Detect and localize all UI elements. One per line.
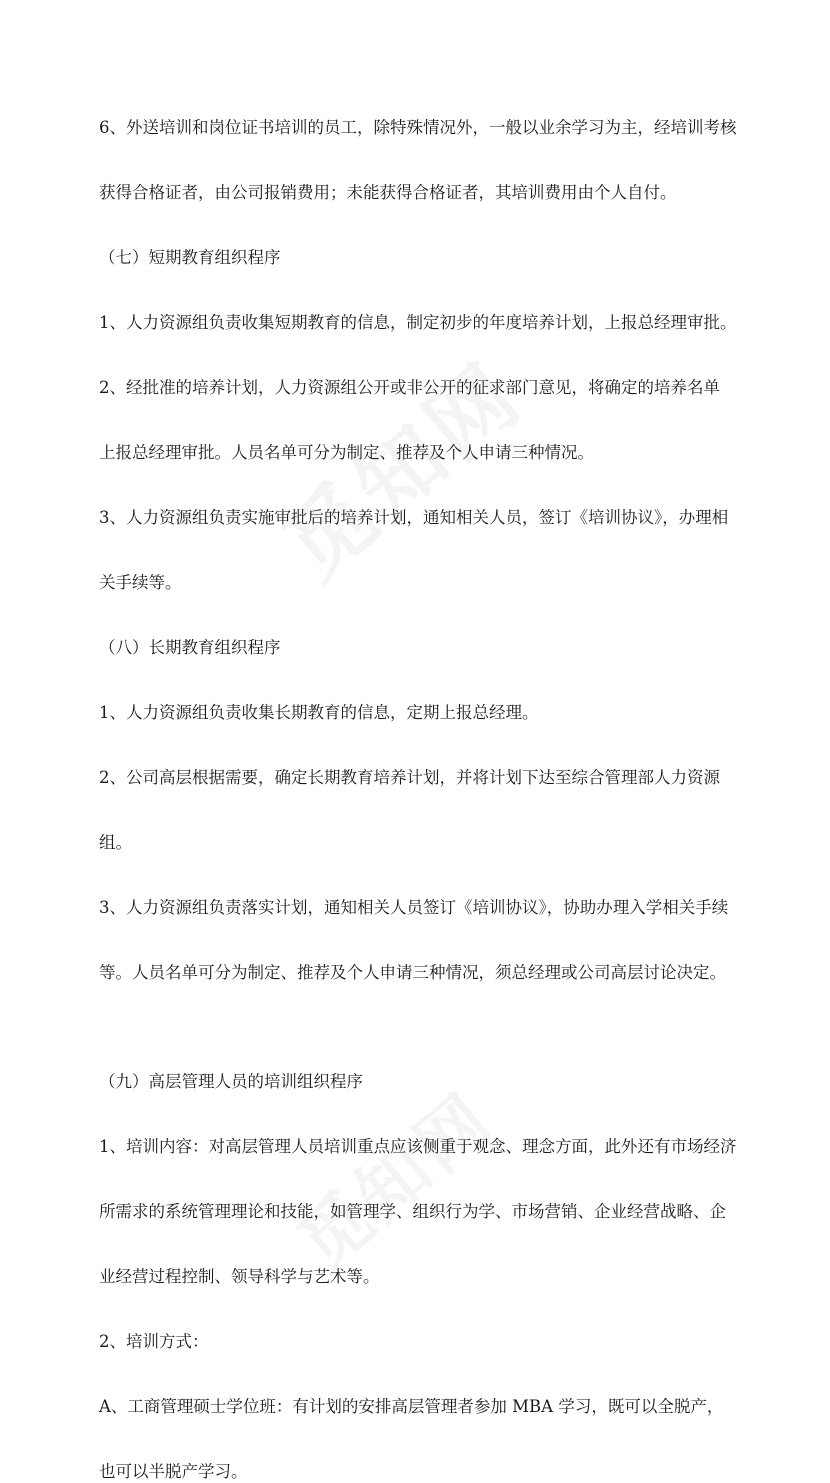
paragraph-line: 关手续等。 [99,573,182,592]
paragraph-line: 组。 [99,833,132,852]
paragraph-line: 2、经批准的培养计划，人力资源组公开或非公开的征求部门意见，将确定的培养名单 [99,378,720,397]
paragraph-line: 2、公司高层根据需要，确定长期教育培养计划，并将计划下达至综合管理部人力资源 [99,768,720,787]
paragraph-line: 3、人力资源组负责落实计划，通知相关人员签订《培训协议》，协助办理入学相关手续 [99,898,729,917]
paragraph-line: 获得合格证者，由公司报销费用；未能获得合格证者，其培训费用由个人自付。 [99,183,677,202]
paragraph-line: 业经营过程控制、领导科学与艺术等。 [99,1267,380,1286]
section-heading-8: （八）长期教育组织程序 [99,638,281,657]
paragraph-line: 1、培训内容：对高层管理人员培训重点应该侧重于观念、理念方面，此外还有市场经济 [99,1137,737,1156]
section-heading-7: （七）短期教育组织程序 [99,248,281,267]
section-heading-9: （九）高层管理人员的培训组织程序 [99,1072,363,1091]
paragraph-line: A、工商管理硕士学位班：有计划的安排高层管理者参加 MBA 学习，既可以全脱产， [99,1397,724,1416]
paragraph-line: 2、培训方式： [99,1332,209,1351]
paragraph-line: 等。人员名单可分为制定、推荐及个人申请三种情况，须总经理或公司高层讨论决定。 [99,963,726,982]
document-body [99,117,737,1483]
paragraph-line: 上报总经理审批。人员名单可分为制定、推荐及个人申请三种情况。 [99,443,594,462]
paragraph-line: 也可以半脱产学习。 [99,1462,248,1481]
paragraph-line: 1、人力资源组负责收集短期教育的信息，制定初步的年度培养计划，上报总经理审批。 [99,313,737,332]
paragraph-line: 1、人力资源组负责收集长期教育的信息，定期上报总经理。 [99,703,539,722]
paragraph-line: 所需求的系统管理理论和技能，如管理学、组织行为学、市场营销、企业经营战略、企 [99,1202,726,1221]
paragraph-line: 3、人力资源组负责实施审批后的培养计划，通知相关人员，签订《培训协议》，办理相 [99,508,729,527]
paragraph-line: 6、外送培训和岗位证书培训的员工，除特殊情况外，一般以业余学习为主，经培训考核 [99,118,737,137]
